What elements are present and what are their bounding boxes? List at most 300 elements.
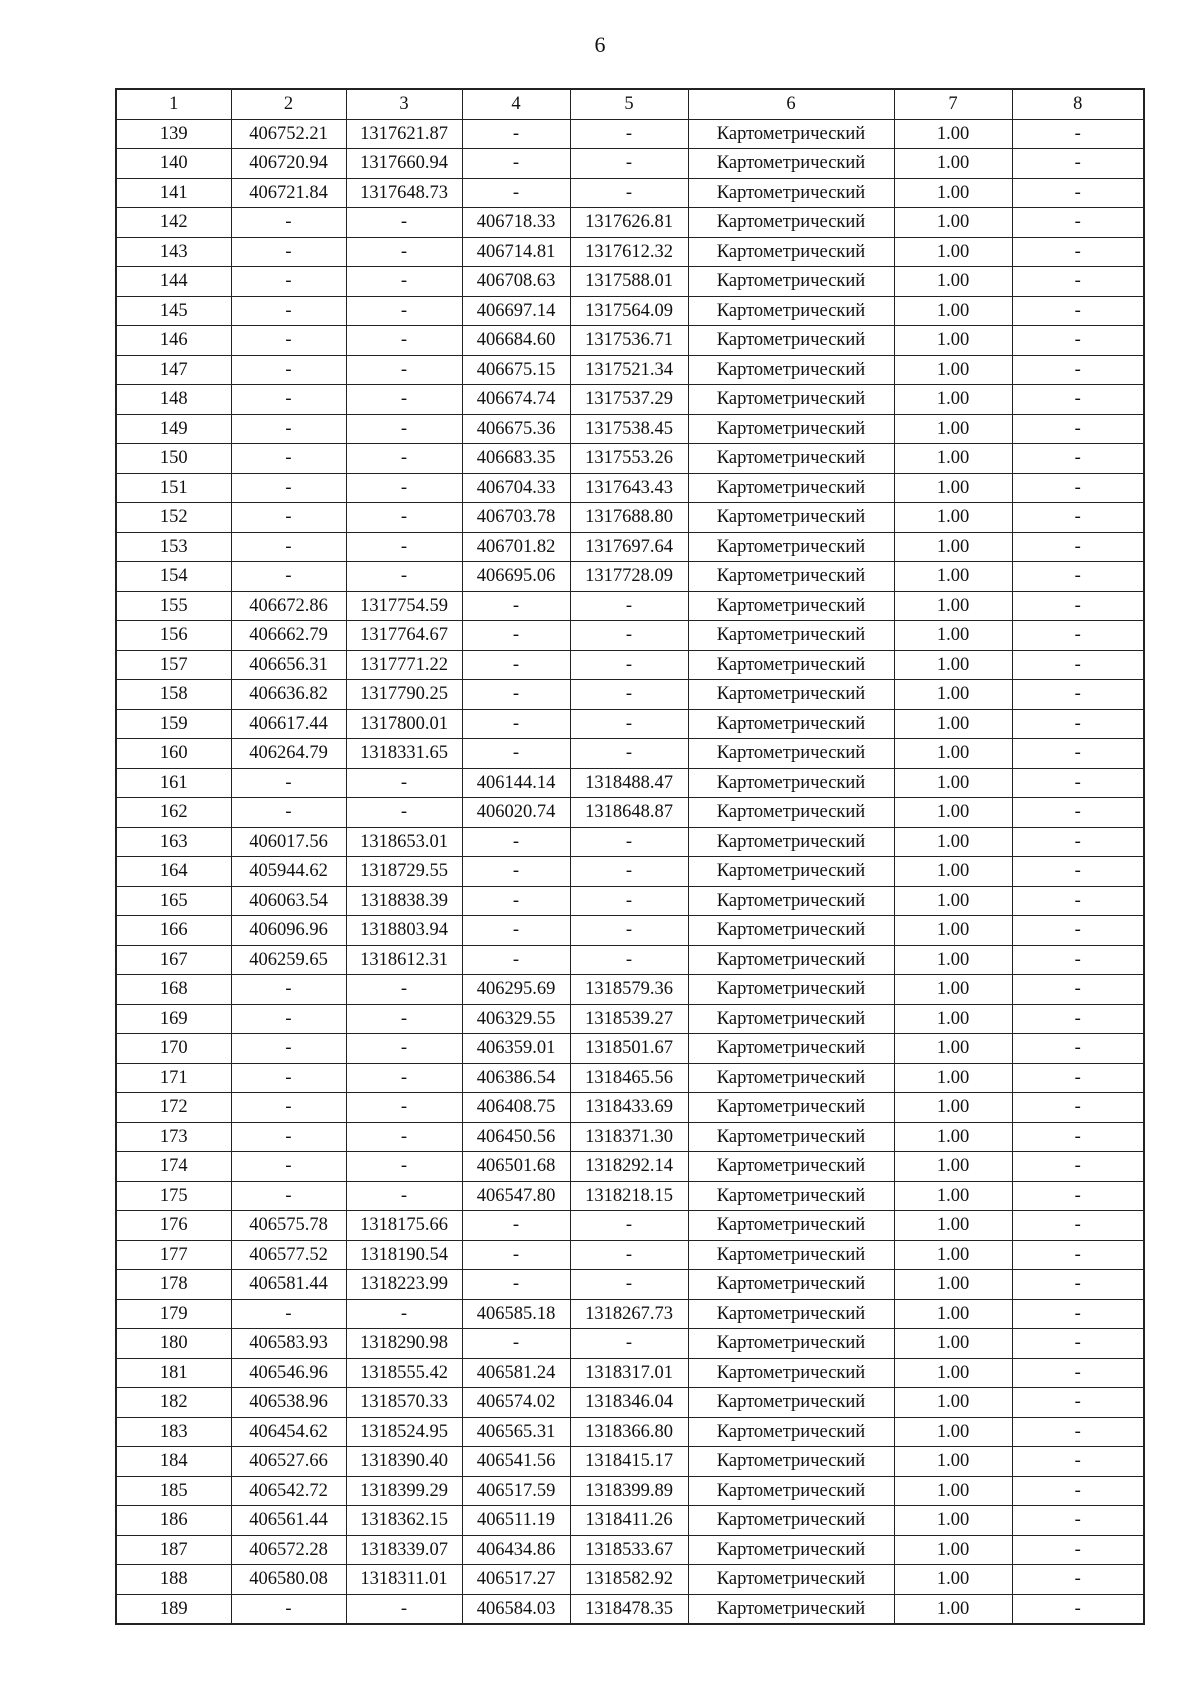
table-cell: - [570,857,688,887]
table-row [116,1447,1144,1477]
table-cell: Картометрический [688,1122,894,1152]
table-row [116,916,1144,946]
table-cell: - [570,621,688,651]
table-cell: 406259.65 [231,945,346,975]
table-cell: 1.00 [894,975,1012,1005]
table-cell: - [462,119,570,149]
table-cell: - [231,296,346,326]
table-cell: 146 [116,326,231,356]
table-cell: Картометрический [688,1506,894,1536]
table-cell: Картометрический [688,1093,894,1123]
table-cell: 1317621.87 [346,119,462,149]
table-cell: 406672.86 [231,591,346,621]
table-row [116,975,1144,1005]
table-cell: - [462,857,570,887]
table-cell: - [346,503,462,533]
table-cell: 406359.01 [462,1034,570,1064]
column-header-8: 8 [1012,89,1144,119]
table-cell: Картометрический [688,1063,894,1093]
table-cell: 149 [116,414,231,444]
table-cell: - [570,591,688,621]
table-cell: 406674.74 [462,385,570,415]
table-row [116,1004,1144,1034]
table-cell: 1.00 [894,1240,1012,1270]
table-cell: 1.00 [894,149,1012,179]
table-cell: 406017.56 [231,827,346,857]
table-row [116,1417,1144,1447]
table-cell: 1318478.35 [570,1594,688,1624]
table-cell: - [1012,739,1144,769]
table-cell: 1.00 [894,1004,1012,1034]
table-cell: - [462,709,570,739]
table-cell: 184 [116,1447,231,1477]
table-cell: 163 [116,827,231,857]
table-cell: 171 [116,1063,231,1093]
table-cell: 1.00 [894,1270,1012,1300]
table-cell: - [1012,1417,1144,1447]
table-row [116,591,1144,621]
table-cell: - [231,1122,346,1152]
table-cell: 1.00 [894,503,1012,533]
table-cell: 1.00 [894,178,1012,208]
table-cell: 1317728.09 [570,562,688,592]
table-cell: 181 [116,1358,231,1388]
column-header-6: 6 [688,89,894,119]
table-cell: - [346,1181,462,1211]
table-row [116,414,1144,444]
table-row [116,680,1144,710]
table-cell: - [462,1270,570,1300]
table-cell: 406450.56 [462,1122,570,1152]
table-cell: 1317536.71 [570,326,688,356]
table-row [116,208,1144,238]
table-cell: - [231,237,346,267]
table-cell: 406581.44 [231,1270,346,1300]
table-cell: 162 [116,798,231,828]
table-cell: - [1012,444,1144,474]
table-cell: 406561.44 [231,1506,346,1536]
table-cell: 1318311.01 [346,1565,462,1595]
table-cell: 166 [116,916,231,946]
table-cell: - [346,1093,462,1123]
table-cell: - [231,1181,346,1211]
table-cell: 182 [116,1388,231,1418]
table-cell: - [346,1063,462,1093]
table-cell: 1317688.80 [570,503,688,533]
table-cell: 406020.74 [462,798,570,828]
table-cell: 406565.31 [462,1417,570,1447]
table-cell: 406574.02 [462,1388,570,1418]
table-cell: Картометрический [688,1240,894,1270]
table-cell: - [1012,650,1144,680]
table-cell: Картометрический [688,650,894,680]
table-cell: 172 [116,1093,231,1123]
table-cell: 1.00 [894,1417,1012,1447]
table-row [116,1476,1144,1506]
table-row [116,827,1144,857]
table-row [116,503,1144,533]
table-cell: 406675.15 [462,355,570,385]
table-cell: Картометрический [688,1565,894,1595]
table-cell: - [1012,1565,1144,1595]
table-cell: 1.00 [894,886,1012,916]
table-cell: 405944.62 [231,857,346,887]
table-cell: 1318339.07 [346,1535,462,1565]
table-cell: Картометрический [688,355,894,385]
table-cell: Картометрический [688,827,894,857]
table-cell: 1.00 [894,1211,1012,1241]
table-cell: 406575.78 [231,1211,346,1241]
table-cell: - [231,385,346,415]
table-row [116,1506,1144,1536]
table-cell: - [1012,473,1144,503]
table-cell: 1318362.15 [346,1506,462,1536]
table-cell: 152 [116,503,231,533]
table-cell: 1317537.29 [570,385,688,415]
table-cell: 173 [116,1122,231,1152]
table-cell: - [231,326,346,356]
table-cell: - [1012,768,1144,798]
table-cell: 406617.44 [231,709,346,739]
table-cell: 406721.84 [231,178,346,208]
table-cell: - [346,1152,462,1182]
table-cell: - [462,1329,570,1359]
table-cell: Картометрический [688,798,894,828]
table-cell: 1.00 [894,296,1012,326]
table-cell: 1.00 [894,1181,1012,1211]
table-cell: 1318390.40 [346,1447,462,1477]
table-cell: Картометрический [688,326,894,356]
table-cell: 1.00 [894,1388,1012,1418]
table-cell: 189 [116,1594,231,1624]
table-cell: 1318317.01 [570,1358,688,1388]
table-cell: - [231,768,346,798]
table-cell: - [570,739,688,769]
table-cell: 406704.33 [462,473,570,503]
table-row [116,267,1144,297]
table-body [116,119,1144,1624]
table-cell: Картометрический [688,296,894,326]
table-cell: 1.00 [894,414,1012,444]
table-cell: 1317660.94 [346,149,462,179]
table-cell: - [346,532,462,562]
table-row [116,237,1144,267]
table-cell: Картометрический [688,1152,894,1182]
table-cell: 406684.60 [462,326,570,356]
table-cell: 1318612.31 [346,945,462,975]
table-cell: Картометрический [688,562,894,592]
table-cell: 1317521.34 [570,355,688,385]
table-cell: - [346,355,462,385]
table-cell: - [570,945,688,975]
table-cell: - [1012,1063,1144,1093]
table-cell: 1317643.43 [570,473,688,503]
table-cell: 406063.54 [231,886,346,916]
table-cell: - [1012,1447,1144,1477]
table-cell: 406527.66 [231,1447,346,1477]
table-cell: 406511.19 [462,1506,570,1536]
table-cell: Картометрический [688,1476,894,1506]
table-row [116,1034,1144,1064]
table-cell: 185 [116,1476,231,1506]
table-cell: 1318346.04 [570,1388,688,1418]
table-cell: 406295.69 [462,975,570,1005]
table-cell: 1.00 [894,1122,1012,1152]
table-row [116,739,1144,769]
table-cell: - [1012,1270,1144,1300]
table-row [116,857,1144,887]
table-cell: 406584.03 [462,1594,570,1624]
table-cell: Картометрический [688,1329,894,1359]
table-cell: 1318433.69 [570,1093,688,1123]
table-cell: 406580.08 [231,1565,346,1595]
table-cell: 1318267.73 [570,1299,688,1329]
table-cell: - [1012,827,1144,857]
table-cell: 406541.56 [462,1447,570,1477]
table-header-row [116,89,1144,119]
table-cell: 144 [116,267,231,297]
table-cell: 1.00 [894,798,1012,828]
table-cell: 1318292.14 [570,1152,688,1182]
table-cell: 406636.82 [231,680,346,710]
table-cell: - [346,975,462,1005]
table-cell: 406697.14 [462,296,570,326]
table-cell: 1318366.80 [570,1417,688,1447]
table-cell: - [346,326,462,356]
table-cell: 153 [116,532,231,562]
table-cell: - [346,473,462,503]
table-cell: Картометрический [688,414,894,444]
table-cell: - [1012,798,1144,828]
table-cell: - [346,1594,462,1624]
table-cell: - [1012,1388,1144,1418]
table-cell: Картометрический [688,1211,894,1241]
table-cell: - [346,208,462,238]
table-cell: Картометрический [688,857,894,887]
table-cell: - [1012,532,1144,562]
table-cell: - [1012,591,1144,621]
table-cell: 406708.63 [462,267,570,297]
table-cell: 1.00 [894,562,1012,592]
table-cell: 1318371.30 [570,1122,688,1152]
table-cell: Картометрический [688,886,894,916]
table-cell: - [462,916,570,946]
table-row [116,1152,1144,1182]
table-cell: - [346,237,462,267]
table-cell: 406718.33 [462,208,570,238]
table-cell: 1317790.25 [346,680,462,710]
table-cell: Картометрический [688,1535,894,1565]
table-cell: - [1012,709,1144,739]
table-cell: - [462,886,570,916]
table-cell: 1.00 [894,680,1012,710]
table-row [116,1270,1144,1300]
table-cell: 174 [116,1152,231,1182]
table-cell: 406408.75 [462,1093,570,1123]
table-cell: 1318223.99 [346,1270,462,1300]
table-cell: 1317612.32 [570,237,688,267]
table-cell: 1317564.09 [570,296,688,326]
table-cell: 1318175.66 [346,1211,462,1241]
table-row [116,385,1144,415]
table-cell: 1.00 [894,650,1012,680]
table-cell: - [1012,680,1144,710]
table-cell: 406547.80 [462,1181,570,1211]
table-cell: 1318653.01 [346,827,462,857]
table-cell: - [1012,621,1144,651]
table-cell: 406386.54 [462,1063,570,1093]
table-row [116,1535,1144,1565]
table-cell: 406454.62 [231,1417,346,1447]
table-cell: - [570,1329,688,1359]
table-row [116,178,1144,208]
table-cell: 1.00 [894,945,1012,975]
table-cell: Картометрический [688,591,894,621]
table-cell: Картометрический [688,473,894,503]
table-cell: - [1012,1240,1144,1270]
table-cell: - [231,503,346,533]
table-cell: 406585.18 [462,1299,570,1329]
table-cell: 143 [116,237,231,267]
table-cell: 406581.24 [462,1358,570,1388]
table-cell: - [1012,1535,1144,1565]
table-cell: 1.00 [894,1299,1012,1329]
table-cell: 1.00 [894,1152,1012,1182]
table-cell: Картометрический [688,503,894,533]
table-cell: Картометрический [688,1004,894,1034]
table-cell: - [1012,916,1144,946]
table-cell: - [346,1122,462,1152]
table-cell: Картометрический [688,1388,894,1418]
table-cell: - [462,650,570,680]
table-cell: Картометрический [688,208,894,238]
table-cell: 183 [116,1417,231,1447]
table-cell: - [1012,149,1144,179]
table-cell: 1317697.64 [570,532,688,562]
table-cell: - [1012,1358,1144,1388]
table-cell: 1318729.55 [346,857,462,887]
column-header-5: 5 [570,89,688,119]
table-row [116,355,1144,385]
table-cell: - [231,1063,346,1093]
table-cell: - [1012,385,1144,415]
table-cell: 177 [116,1240,231,1270]
table-cell: 1318524.95 [346,1417,462,1447]
table-cell: 1318290.98 [346,1329,462,1359]
table-cell: 1318803.94 [346,916,462,946]
table-row [116,444,1144,474]
table-cell: - [570,650,688,680]
table-cell: - [346,768,462,798]
table-cell: 1318838.39 [346,886,462,916]
table-cell: Картометрический [688,178,894,208]
table-cell: - [462,739,570,769]
table-cell: 1318555.42 [346,1358,462,1388]
table-cell: - [346,1034,462,1064]
table-cell: 1317648.73 [346,178,462,208]
table-cell: - [231,473,346,503]
table-cell: 1.00 [894,326,1012,356]
table-cell: - [1012,1299,1144,1329]
table-cell: 1.00 [894,385,1012,415]
table-cell: Картометрический [688,1299,894,1329]
table-cell: - [570,680,688,710]
table-row [116,1358,1144,1388]
table-cell: 1.00 [894,1329,1012,1359]
table-cell: - [570,1211,688,1241]
table-cell: - [231,1594,346,1624]
table-cell: 178 [116,1270,231,1300]
table-cell: 1.00 [894,267,1012,297]
table-cell: - [1012,975,1144,1005]
table-cell: 406695.06 [462,562,570,592]
table-row [116,768,1144,798]
table-cell: 1318331.65 [346,739,462,769]
table-cell: Картометрический [688,237,894,267]
table-cell: 157 [116,650,231,680]
table-cell: Картометрический [688,532,894,562]
table-cell: - [462,1211,570,1241]
table-cell: 139 [116,119,231,149]
table-cell: - [231,355,346,385]
table-cell: - [1012,326,1144,356]
table-cell: 1318190.54 [346,1240,462,1270]
column-header-2: 2 [231,89,346,119]
table-cell: 179 [116,1299,231,1329]
table-cell: Картометрический [688,768,894,798]
table-row [116,296,1144,326]
table-row [116,945,1144,975]
table-cell: - [1012,1506,1144,1536]
table-cell: 1.00 [894,237,1012,267]
table-cell: 1318579.36 [570,975,688,1005]
table-row [116,1122,1144,1152]
table-cell: 145 [116,296,231,326]
table-cell: 1317553.26 [570,444,688,474]
table-row [116,886,1144,916]
table-cell: 406720.94 [231,149,346,179]
table-row [116,621,1144,651]
table-cell: - [1012,1476,1144,1506]
table-cell: 156 [116,621,231,651]
table-cell: 406434.86 [462,1535,570,1565]
table-cell: - [346,267,462,297]
table-cell: - [570,886,688,916]
table-cell: Картометрический [688,119,894,149]
table-cell: 170 [116,1034,231,1064]
table-cell: - [1012,237,1144,267]
table-cell: 1317754.59 [346,591,462,621]
table-cell: 160 [116,739,231,769]
table-row [116,1565,1144,1595]
table-cell: - [1012,503,1144,533]
table-cell: 180 [116,1329,231,1359]
table-cell: 406096.96 [231,916,346,946]
table-cell: - [1012,414,1144,444]
table-cell: 1.00 [894,1447,1012,1477]
table-cell: - [1012,1152,1144,1182]
table-cell: 169 [116,1004,231,1034]
table-cell: 1.00 [894,591,1012,621]
table-cell: 1318533.67 [570,1535,688,1565]
table-cell: - [231,562,346,592]
table-cell: 406329.55 [462,1004,570,1034]
table-cell: - [570,119,688,149]
table-cell: 188 [116,1565,231,1595]
table-cell: 168 [116,975,231,1005]
table-cell: 1317764.67 [346,621,462,651]
table-cell: - [231,1093,346,1123]
